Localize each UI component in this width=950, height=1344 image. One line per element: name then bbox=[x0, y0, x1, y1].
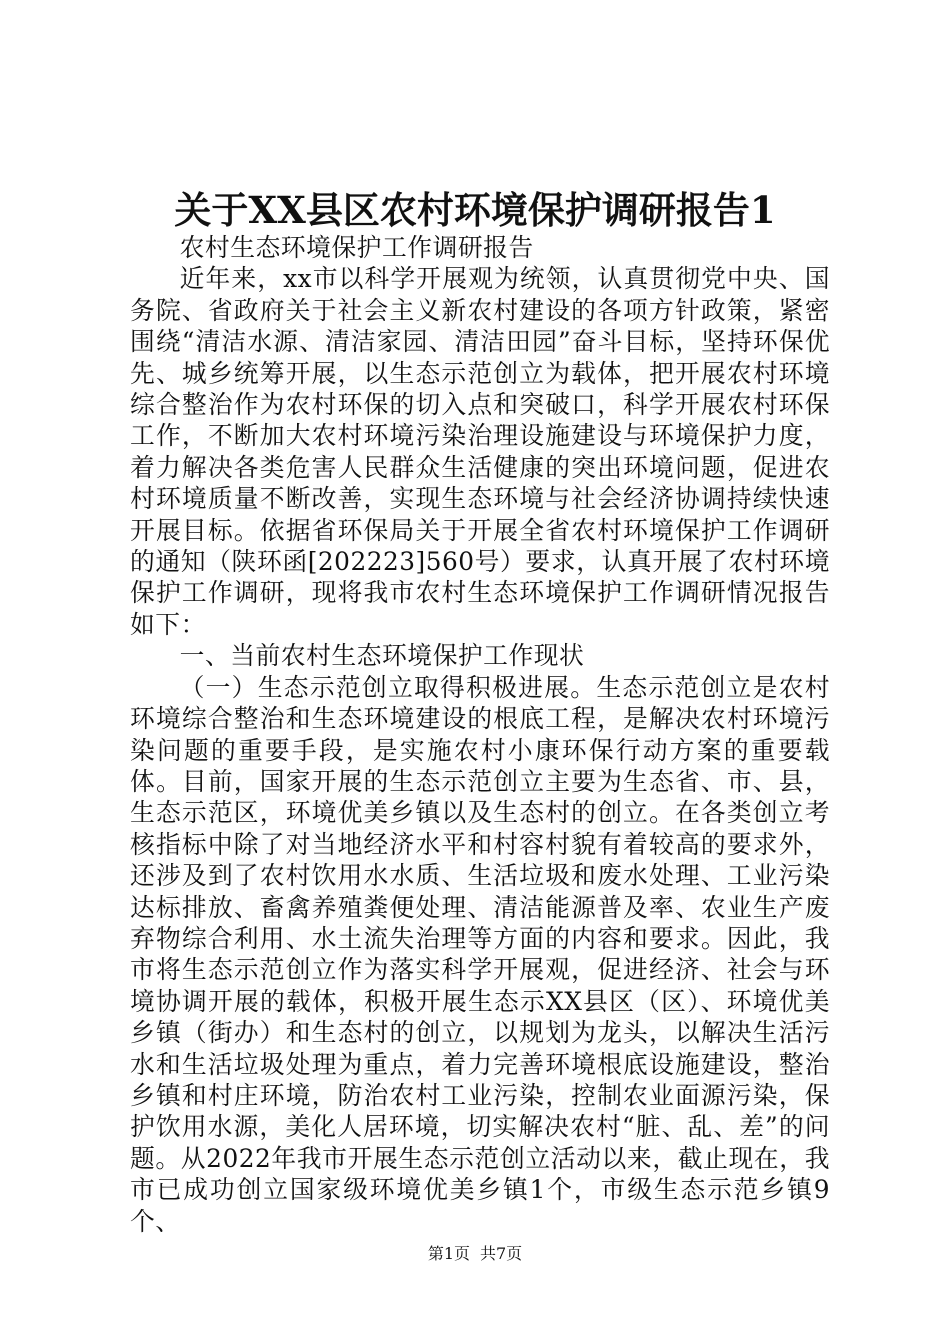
document-title: 关于XX县区农村环境保护调研报告1 bbox=[174, 188, 776, 232]
subsection-paragraph: （一）生态示范创立取得积极进展。生态示范创立是农村环境综合整治和生态环境建设的根底工程，是解决农村环境污染问题的重要手段，是实施农村小康环保行动方案的重要载体。目前，国家开展的生态示范创立主要为生态省、市、县，生态示范区，环境优美乡镇以及生态村的创立。在各类创立考核指标中除了对当地经济水平和村容村貌有着较高的要求外，还涉及到了农村饮用水水质、生活垃圾和废水处理、工业污染达标排放、畜禽养殖粪便处理、清洁能源普及率、农业生产废弃物综合利用、水土流失治理等方面的内容和要求。因此，我市将生态示范创立作为落实科学开展观，促进经济、社会与环境协调开展的载体，积极开展生态示XX县区（区）、环境优美乡镇（街办）和生态村的创立，以规划为龙头，以解决生活污水和生活垃圾处理为重点，着力完善环境根底设施建设，整治乡镇和村庄环境，防治农村工业污染，控制农业面源污染，保护饮用水源，美化人居环境，切实解决农村“脏、乱、差”的问题。从2022年我市开展生态示范创立活动以来，截止现在，我市已成功创立国家级环境优美乡镇1个，市级生态示范乡镇9个、 bbox=[130, 672, 830, 1236]
page-total: 共7页 bbox=[480, 1244, 523, 1263]
report-subtitle: 农村生态环境保护工作调研报告 bbox=[179, 233, 534, 262]
section-heading: 一、当前农村生态环境保护工作现状 bbox=[179, 641, 585, 671]
intro-paragraph: 近年来，xx市以科学开展观为统领，认真贯彻党中央、国务院、省政府关于社会主义新农村建设的各项方针政策，紧密围绕“清洁水源、清洁家园、清洁田园”奋斗目标，坚持环保优先、城乡统筹开展，以生态示范创立为载体，把开展农村环境综合整治作为农村环保的切入点和突破口，科学开展农村环保工作，不断加大农村环境污染治理设施建设与环境保护力度，着力解决各类危害人民群众生活健康的突出环境问题，促进农村环境质量不断改善，实现生态环境与社会经济协调持续快速开展目标。依据省环保局关于开展全省农村环境保护工作调研的通知（陕环函[202223]560号）要求，认真开展了农村环境保护工作调研，现将我市农村生态环境保护工作调研情况报告如下： bbox=[130, 264, 830, 639]
document-body bbox=[130, 232, 830, 1237]
page-number: 第1页 bbox=[427, 1244, 470, 1263]
page-footer bbox=[0, 1244, 950, 1264]
